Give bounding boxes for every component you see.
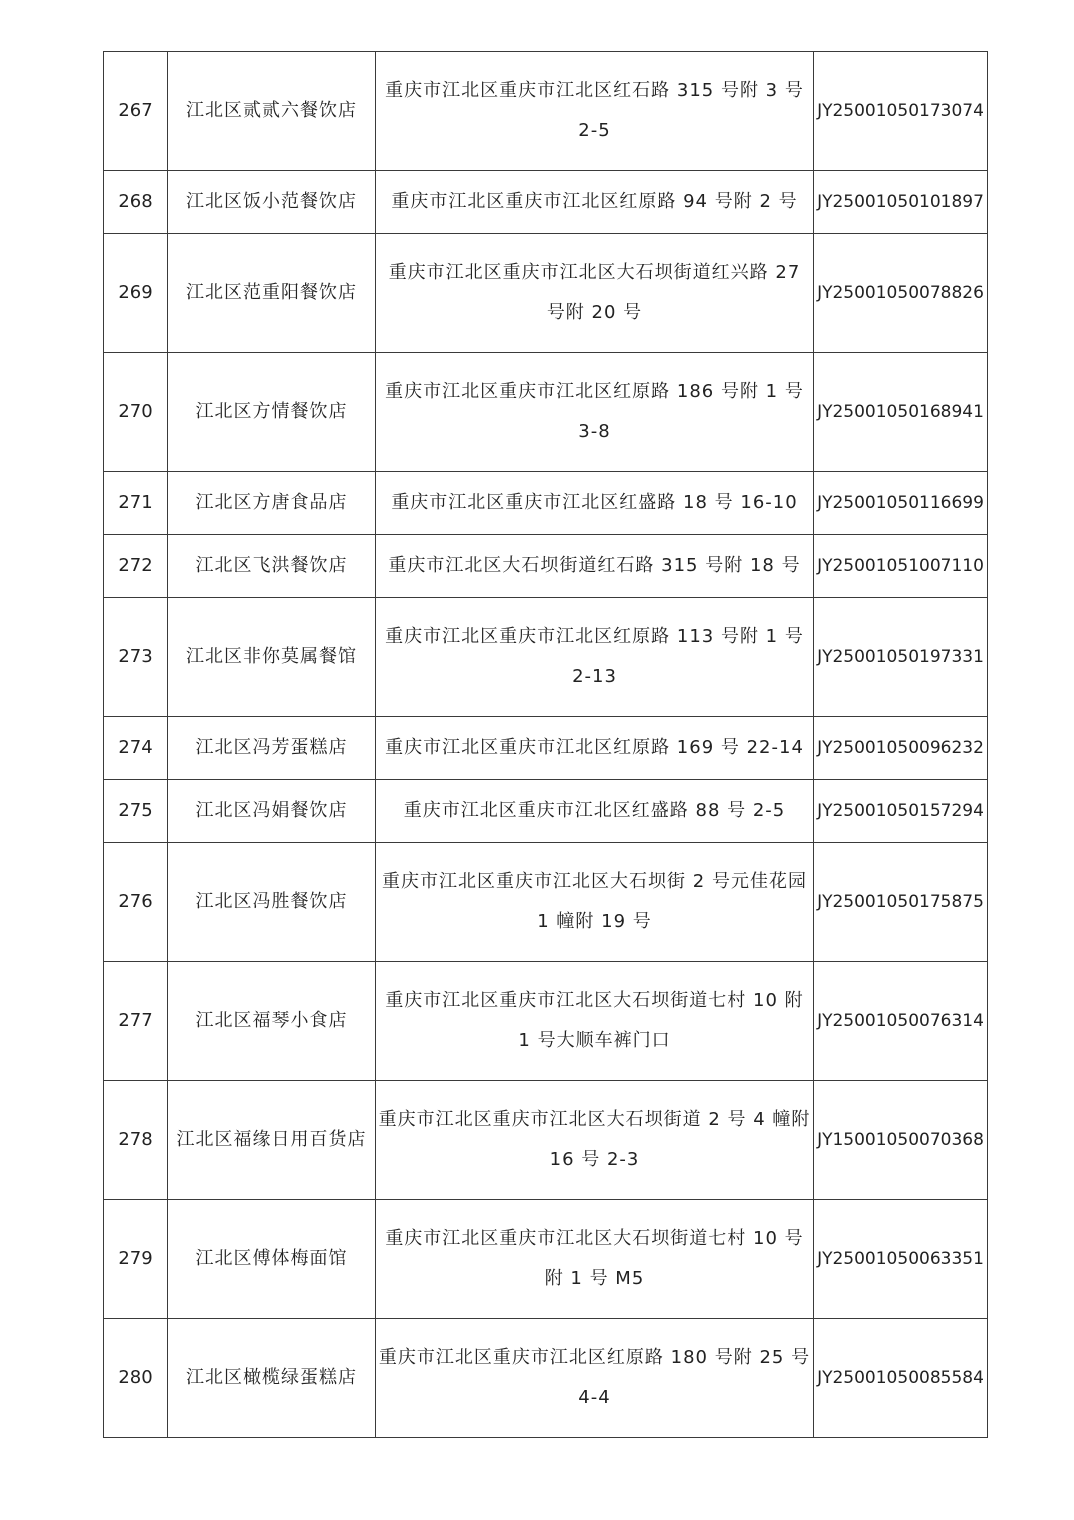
business-name: 江北区冯娟餐饮店 <box>168 780 376 843</box>
row-number: 270 <box>104 353 168 472</box>
row-number: 274 <box>104 717 168 780</box>
license-number: JY15001050070368 <box>814 1081 988 1200</box>
business-name: 江北区方情餐饮店 <box>168 353 376 472</box>
table-row <box>104 598 988 717</box>
business-address: 重庆市江北区重庆市江北区红原路 94 号附 2 号 <box>376 171 814 234</box>
row-number: 267 <box>104 52 168 171</box>
table-row <box>104 780 988 843</box>
business-address: 重庆市江北区重庆市江北区红原路 180 号附 25 号 4-4 <box>376 1319 814 1438</box>
row-number: 269 <box>104 234 168 353</box>
business-name: 江北区饭小范餐饮店 <box>168 171 376 234</box>
table-row <box>104 472 988 535</box>
row-number: 273 <box>104 598 168 717</box>
license-number: JY25001050078826 <box>814 234 988 353</box>
license-number: JY25001050157294 <box>814 780 988 843</box>
business-name: 江北区福琴小食店 <box>168 962 376 1081</box>
license-number: JY25001050116699 <box>814 472 988 535</box>
row-number: 268 <box>104 171 168 234</box>
license-number: JY25001051007110 <box>814 535 988 598</box>
business-address: 重庆市江北区重庆市江北区大石坝街道红兴路 27 号附 20 号 <box>376 234 814 353</box>
business-license-table <box>103 51 988 1438</box>
row-number: 279 <box>104 1200 168 1319</box>
business-address: 重庆市江北区重庆市江北区大石坝街道 2 号 4 幢附 16 号 2-3 <box>376 1081 814 1200</box>
business-name: 江北区贰贰六餐饮店 <box>168 52 376 171</box>
table-row <box>104 52 988 171</box>
business-address: 重庆市江北区重庆市江北区大石坝街 2 号元佳花园 1 幢附 19 号 <box>376 843 814 962</box>
license-number: JY25001050085584 <box>814 1319 988 1438</box>
business-address: 重庆市江北区重庆市江北区红盛路 18 号 16-10 <box>376 472 814 535</box>
business-name: 江北区橄榄绿蛋糕店 <box>168 1319 376 1438</box>
table-row <box>104 535 988 598</box>
table-row <box>104 843 988 962</box>
row-number: 276 <box>104 843 168 962</box>
business-name: 江北区冯芳蛋糕店 <box>168 717 376 780</box>
business-address: 重庆市江北区重庆市江北区大石坝街道七村 10 号附 1 号 M5 <box>376 1200 814 1319</box>
business-address: 重庆市江北区大石坝街道红石路 315 号附 18 号 <box>376 535 814 598</box>
business-name: 江北区冯胜餐饮店 <box>168 843 376 962</box>
table-row <box>104 1319 988 1438</box>
license-number: JY25001050063351 <box>814 1200 988 1319</box>
business-name: 江北区非你莫属餐馆 <box>168 598 376 717</box>
business-name: 江北区范重阳餐饮店 <box>168 234 376 353</box>
license-number: JY25001050168941 <box>814 353 988 472</box>
table-row <box>104 1200 988 1319</box>
business-name: 江北区傅体梅面馆 <box>168 1200 376 1319</box>
license-number: JY25001050076314 <box>814 962 988 1081</box>
row-number: 277 <box>104 962 168 1081</box>
row-number: 272 <box>104 535 168 598</box>
business-address: 重庆市江北区重庆市江北区红原路 169 号 22-14 <box>376 717 814 780</box>
business-address: 重庆市江北区重庆市江北区红原路 186 号附 1 号 3-8 <box>376 353 814 472</box>
license-number: JY25001050101897 <box>814 171 988 234</box>
table-row <box>104 171 988 234</box>
business-address: 重庆市江北区重庆市江北区大石坝街道七村 10 附 1 号大顺车裤门口 <box>376 962 814 1081</box>
license-number: JY25001050096232 <box>814 717 988 780</box>
business-address: 重庆市江北区重庆市江北区红石路 315 号附 3 号 2-5 <box>376 52 814 171</box>
business-name: 江北区福缘日用百货店 <box>168 1081 376 1200</box>
row-number: 271 <box>104 472 168 535</box>
row-number: 280 <box>104 1319 168 1438</box>
table-row <box>104 1081 988 1200</box>
table-row <box>104 353 988 472</box>
business-address: 重庆市江北区重庆市江北区红盛路 88 号 2-5 <box>376 780 814 843</box>
table-row <box>104 234 988 353</box>
license-number: JY25001050197331 <box>814 598 988 717</box>
row-number: 275 <box>104 780 168 843</box>
row-number: 278 <box>104 1081 168 1200</box>
business-address: 重庆市江北区重庆市江北区红原路 113 号附 1 号 2-13 <box>376 598 814 717</box>
license-number: JY25001050173074 <box>814 52 988 171</box>
table-row <box>104 717 988 780</box>
table-row <box>104 962 988 1081</box>
business-name: 江北区方唐食品店 <box>168 472 376 535</box>
license-number: JY25001050175875 <box>814 843 988 962</box>
business-name: 江北区飞洪餐饮店 <box>168 535 376 598</box>
